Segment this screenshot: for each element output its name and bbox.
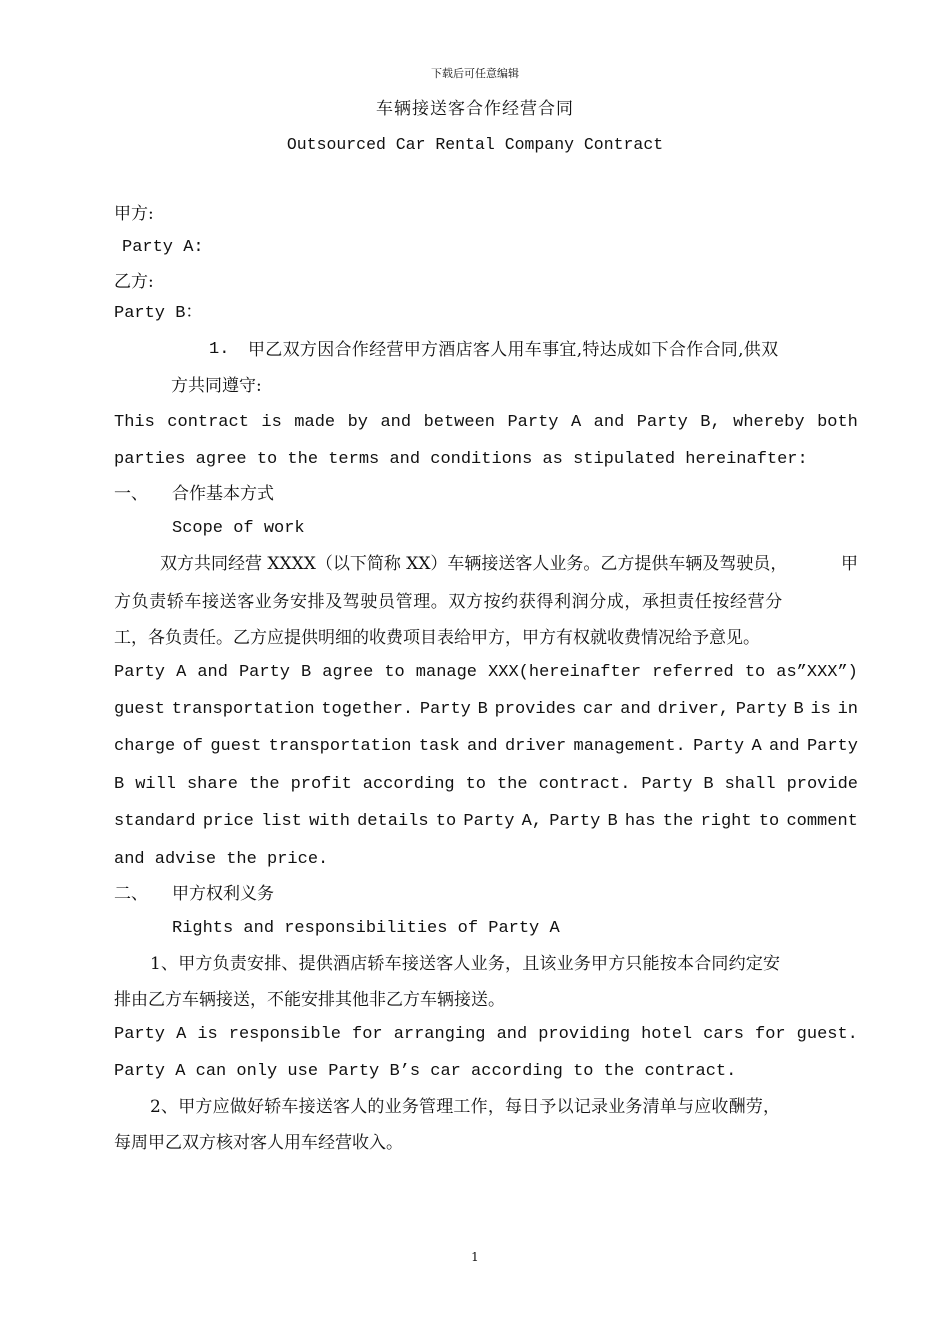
text-word: A: [176, 663, 187, 682]
section-1-english-line-6: and advise the price.: [114, 850, 329, 869]
text-word: charge: [114, 737, 176, 756]
section-2-item-1-chinese-line-2: 排由乙方车辆接送，不能安排其他非乙方车辆接送。: [114, 990, 505, 1010]
text-word: Party: [549, 812, 601, 831]
text-word: to: [435, 812, 457, 831]
text-word: B: [607, 812, 618, 831]
text-word: share: [186, 775, 238, 794]
text-word: contract: [167, 413, 249, 432]
text-word: and: [496, 1025, 528, 1044]
section-2-number: 二、: [114, 884, 148, 904]
title-chinese: 车辆接送客合作经营合同: [376, 99, 574, 119]
text-word: shall: [724, 775, 776, 794]
text-word: with: [309, 812, 350, 831]
text-word: to: [758, 812, 780, 831]
text-word: cars: [703, 1025, 744, 1044]
section-1-heading-english: Scope of work: [172, 519, 305, 538]
text-word: B: [301, 663, 312, 682]
text-word: B: [793, 700, 804, 719]
section-2-item-1-english-line-2: Party A can only use Party B’s car according to the contract.: [114, 1062, 737, 1081]
section-2-item-2-chinese-line-2: 每周甲乙双方核对客人用车经营收入。: [114, 1133, 403, 1153]
clause-1-chinese-line-1: 甲乙双方因合作经营甲方酒店客人用车事宜,特达成如下合作合同,供双: [248, 340, 779, 360]
section-2-heading-chinese: 甲方权利义务: [172, 884, 274, 904]
clause-1-english-line-1: [114, 413, 858, 433]
text-word: standard: [114, 812, 196, 831]
text-word: provide: [786, 775, 858, 794]
text-word: as”XXX”): [776, 663, 858, 682]
section-2-item-2-chinese-line-1: 2、甲方应做好轿车接送客人的业务管理工作，每日予以记录业务清单与应收酬劳，: [150, 1097, 781, 1117]
text-word: both: [817, 413, 858, 432]
text-word: list: [261, 812, 302, 831]
text-word: is: [261, 413, 282, 432]
text-word: manage: [415, 663, 478, 682]
text-word: guest.: [796, 1025, 858, 1044]
text-word: and: [197, 663, 228, 682]
text-word: Party: [641, 775, 693, 794]
text-word: profit: [290, 775, 352, 794]
section-2-item-1-english-line-1: [114, 1025, 858, 1045]
text-word: Party: [735, 700, 787, 719]
text-word: Party: [238, 663, 290, 682]
text-word: Party: [114, 663, 166, 682]
party-b-chinese-label: 乙方:: [114, 272, 154, 292]
text-word: is: [810, 700, 831, 719]
text-word: referred: [652, 663, 734, 682]
text-word: price: [202, 812, 254, 831]
text-word: Party: [114, 1025, 166, 1044]
section-1-number: 一、: [114, 484, 148, 504]
section-1-english-line-3: [114, 737, 858, 757]
text-word: the: [248, 775, 280, 794]
text-word: has: [624, 812, 656, 831]
text-word: Party: [693, 737, 745, 756]
text-word: Party: [806, 737, 858, 756]
section-2-item-1-chinese-line-1: 1、甲方负责安排、提供酒店轿车接送客人业务，且该业务甲方只能按本合同约定安: [150, 954, 781, 974]
text-word: and: [620, 700, 651, 719]
text-word: to: [384, 663, 405, 682]
text-word: driver: [504, 737, 567, 756]
text-word: providing: [538, 1025, 631, 1044]
text-word: Party: [463, 812, 515, 831]
text-word: of: [182, 737, 203, 756]
text-word: in: [837, 700, 858, 719]
text-word: to: [744, 663, 766, 682]
text-word: A: [751, 737, 762, 756]
text-word: car: [582, 700, 614, 719]
section-1-english-line-4: [114, 775, 858, 795]
text-word: and: [380, 413, 412, 432]
text-word: and: [467, 737, 498, 756]
text-word: together.: [321, 700, 414, 719]
text-word: management.: [573, 737, 686, 756]
party-a-chinese-label: 甲方:: [114, 204, 154, 224]
text-word: A: [570, 413, 582, 432]
text-word: is: [197, 1025, 218, 1044]
text-word: according: [362, 775, 455, 794]
text-word: Party: [419, 700, 471, 719]
text-word: contract.: [538, 775, 631, 794]
title-english: Outsourced Car Rental Company Contract: [286, 135, 664, 154]
text-word: task: [418, 737, 460, 756]
section-1-english-line-2: [114, 700, 858, 720]
party-a-english-label: Party A:: [122, 238, 204, 257]
text-word: guest: [210, 737, 262, 756]
text-word: by: [347, 413, 368, 432]
text-word: B: [114, 775, 125, 794]
text-word: agree: [322, 663, 374, 682]
text-word: Party: [507, 413, 559, 432]
section-1-chinese-line-3: 工，各负责任。乙方应提供明细的收费项目表给甲方，甲方有权就收费情况给予意见。: [114, 628, 760, 648]
text-word: guest: [114, 700, 166, 719]
text-word: to: [465, 775, 486, 794]
text-word: for: [755, 1025, 786, 1044]
text-word: 双方共同经营 XXXX（以下简称 XX）车辆接送客人业务。乙方提供车辆及驾驶员，: [160, 554, 788, 574]
text-word: details: [357, 812, 429, 831]
text-word: arranging: [393, 1025, 486, 1044]
section-1-heading-chinese: 合作基本方式: [172, 484, 274, 504]
text-word: the: [662, 812, 694, 831]
clause-1-number: 1.: [209, 340, 230, 359]
text-word: driver,: [657, 700, 730, 719]
text-word: and: [593, 413, 625, 432]
text-word: between: [423, 413, 495, 432]
text-word: provides: [494, 700, 577, 719]
text-word: B,: [700, 413, 721, 432]
text-word: This: [114, 413, 155, 432]
text-word: A,: [521, 812, 543, 831]
text-word: hotel: [641, 1025, 693, 1044]
text-word: Party: [636, 413, 688, 432]
header-note: 下载后可任意编辑: [431, 67, 519, 80]
text-word: and: [768, 737, 800, 756]
section-1-english-line-5: [114, 812, 858, 832]
party-b-english-label: Party B：: [114, 304, 203, 323]
clause-1-english-line-2: parties agree to the terms and conditions as stipulated hereinafter:: [114, 450, 808, 469]
text-word: B: [703, 775, 714, 794]
section-2-heading-english: Rights and responsibilities of Party A: [172, 919, 560, 938]
section-1-chinese-line-2: 方负责轿车接送客业务安排及驾驶员管理。双方按约获得利润分成，承担责任按经营分: [114, 592, 783, 612]
text-word: comment: [786, 812, 858, 831]
text-word: made: [294, 413, 336, 432]
text-word: the: [496, 775, 528, 794]
text-word: right: [700, 812, 752, 831]
clause-1-chinese-line-2: 方共同遵守:: [171, 376, 262, 396]
text-word: will: [135, 775, 176, 794]
text-word: transportation: [171, 700, 315, 719]
page-number: 1: [471, 1250, 479, 1264]
text-word: XXX(hereinafter: [488, 663, 642, 682]
text-word: transportation: [268, 737, 412, 756]
text-word: B: [477, 700, 488, 719]
text-word: responsible: [228, 1025, 341, 1044]
text-word: whereby: [733, 413, 805, 432]
text-word: for: [352, 1025, 383, 1044]
section-1-chinese-line-1: [160, 554, 858, 574]
text-word: A: [176, 1025, 187, 1044]
section-1-english-line-1: [114, 663, 858, 683]
text-word: 甲: [841, 554, 858, 574]
